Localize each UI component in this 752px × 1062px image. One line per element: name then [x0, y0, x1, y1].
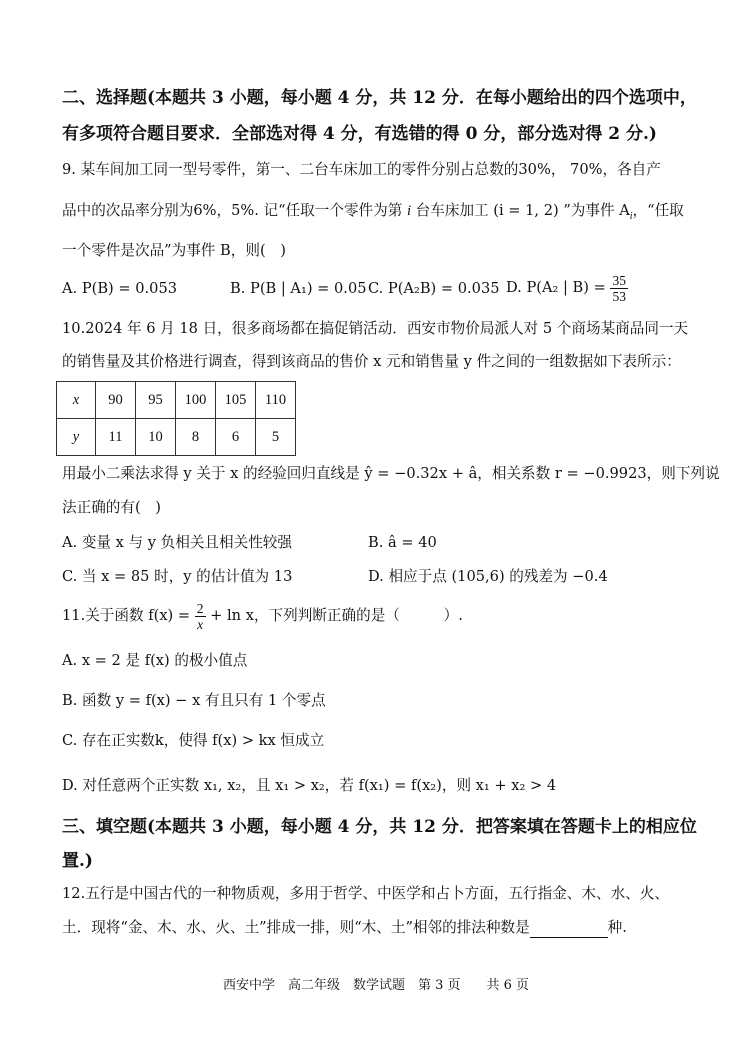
- q10-stem-line2: 的销售量及其价格进行调查，得到该商品的售价 x 元和销售量 y 件之间的一组数据如下表所示：: [62, 353, 681, 370]
- table-header-y: y: [57, 419, 96, 456]
- table-cell: 6: [216, 419, 256, 456]
- table-cell: 10: [136, 419, 176, 456]
- table-row-y: [57, 419, 296, 456]
- section2-heading-line1: 二、选择题(本题共 3 小题，每小题 4 分，共 12 分．在每小题给出的四个选项中，: [62, 88, 697, 108]
- q9-option-d: D. P(A₂ | B) = $\frac{35}{53}$: [506, 272, 626, 304]
- q10-stem-line1: 10.2024 年 6 月 18 日，很多商场都在搞促销活动．西安市物价局派人对 5 个商场某商品同一天: [62, 320, 689, 337]
- q10-option-b: B. â = 40: [368, 534, 437, 551]
- q9-stem-line2: 品中的次品率分别为6%，5%. 记“任取一个零件为第 i 台车床加工 (i = 1, 2) ”为事件 $A_i$，“任取: [62, 202, 684, 222]
- q10-option-a: A. 变量 x 与 y 负相关且相关性较强: [62, 534, 292, 551]
- table-row-x: [57, 382, 296, 419]
- table-cell: 8: [176, 419, 216, 456]
- table-cell: 5: [256, 419, 296, 456]
- section2-heading-line2: 有多项符合题目要求．全部选对得 4 分，有选错的得 0 分，部分选对得 2 分.): [62, 124, 657, 144]
- q9-stem-line1: 9. 某车间加工同一型号零件，第一、二台车床加工的零件分别占总数的30%， 70%，各自产: [62, 161, 661, 178]
- page-footer: 西安中学 高二年级 数学试题 第 3 页 共 6 页: [222, 978, 530, 993]
- table-cell: 90: [96, 382, 136, 419]
- q10-stem-line3: 用最小二乘法求得 y 关于 x 的经验回归直线是 ŷ = −0.32x + â，相关系数 r = −0.9923，则下列说: [62, 465, 720, 482]
- q10-option-c: C. 当 x = 85 时，y 的估计值为 13: [62, 568, 293, 585]
- q9-option-c: C. P(A₂B) = 0.035: [368, 280, 500, 297]
- q11-option-a: A. x = 2 是 f(x) 的极小值点: [62, 652, 248, 669]
- q11-option-c: C. 存在正实数k，使得 f(x) > kx 恒成立: [62, 732, 325, 749]
- table-header-x: x: [57, 382, 96, 419]
- answer-blank: [530, 922, 608, 938]
- q10-data-table: [56, 381, 296, 456]
- table-cell: 110: [256, 382, 296, 419]
- q9-option-a: A. P(B) = 0.053: [62, 280, 178, 297]
- table-cell: 105: [216, 382, 256, 419]
- q12-stem-line2: 土．现将“金、木、水、火、土”排成一排，则“木、土”相邻的排法种数是 种.: [62, 919, 627, 936]
- section3-heading-line1: 三、填空题(本题共 3 小题，每小题 4 分，共 12 分．把答案填在答题卡上的相应位: [62, 817, 697, 837]
- q11-stem: 11.关于函数 f(x) = $\frac{2}{x}$ + ln x，下列判断正确的是（ ）.: [62, 600, 463, 632]
- q12-stem-line1: 12.五行是中国古代的一种物质观，多用于哲学、中医学和占卜方面，五行指金、木、水、火、: [62, 885, 669, 902]
- table-cell: 100: [176, 382, 216, 419]
- q9-stem-line3: 一个零件是次品”为事件 B，则( ): [62, 242, 286, 259]
- table-cell: 95: [136, 382, 176, 419]
- q11-option-b: B. 函数 y = f(x) − x 有且只有 1 个零点: [62, 692, 326, 709]
- q9-option-b: B. P(B | A₁) = 0.05: [230, 280, 367, 297]
- section3-heading-line2: 置.): [62, 851, 93, 871]
- q11-option-d: D. 对任意两个正实数 x₁, x₂，且 x₁ > x₂，若 f(x₁) = f(x₂)，则 x₁ + x₂ > 4: [62, 777, 557, 794]
- table-cell: 11: [96, 419, 136, 456]
- q10-option-d: D. 相应于点 (105,6) 的残差为 −0.4: [368, 568, 608, 585]
- q10-stem-line4: 法正确的有( ): [62, 499, 161, 516]
